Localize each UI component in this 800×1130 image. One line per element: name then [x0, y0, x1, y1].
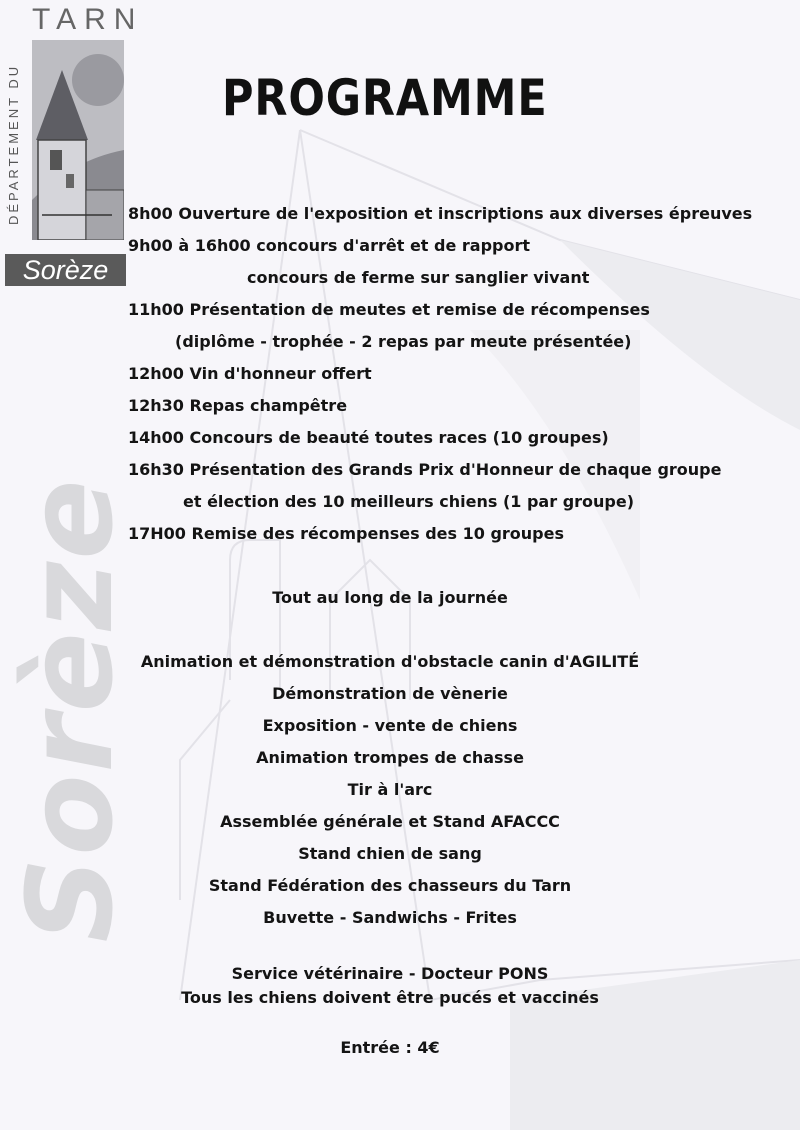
schedule-line: et élection des 10 meilleurs chiens (1 par groupe)	[183, 492, 635, 511]
activity-item: Démonstration de vènerie	[272, 684, 508, 703]
activity-item: Stand chien de sang	[298, 844, 482, 863]
schedule-line: 17H00 Remise des récompenses des 10 groupes	[128, 524, 565, 543]
soreze-watermark: Sorèze	[1, 477, 139, 943]
activity-item: Animation et démonstration d'obstacle canin d'AGILITÉ	[140, 652, 640, 671]
schedule-line: (diplôme - trophée - 2 repas par meute présentée)	[175, 332, 632, 351]
activity-item: Assemblée générale et Stand AFACCC	[220, 812, 560, 831]
page-title: PROGRAMME	[222, 69, 548, 127]
schedule-line: 9h00 à 16h00 concours d'arrêt et de rapport	[128, 236, 531, 255]
vaccination-note: Tous les chiens doivent être pucés et vaccinés	[181, 988, 599, 1007]
vet-service-note: Service vétérinaire - Docteur PONS	[231, 964, 549, 983]
entry-price: Entrée : 4€	[340, 1038, 440, 1057]
soreze-logo-icon	[32, 40, 124, 240]
activity-item: Animation trompes de chasse	[256, 748, 524, 767]
schedule-line: 12h30 Repas champêtre	[128, 396, 348, 415]
activity-item: Tir à l'arc	[347, 780, 433, 799]
logo-tarn-text: TARN	[32, 3, 144, 36]
logo-department-text: DÉPARTEMENT DU	[6, 63, 21, 225]
activity-item: Stand Fédération des chasseurs du Tarn	[208, 876, 572, 895]
schedule-line: 16h30 Présentation des Grands Prix d'Honneur de chaque groupe	[128, 460, 722, 479]
schedule-line: 8h00 Ouverture de l'exposition et inscriptions aux diverses épreuves	[128, 204, 753, 223]
schedule-line: 11h00 Présentation de meutes et remise de récompenses	[128, 300, 650, 319]
logo-soreze-label: Sorèze	[5, 254, 126, 286]
schedule-line: concours de ferme sur sanglier vivant	[247, 268, 590, 287]
schedule-line: 12h00 Vin d'honneur offert	[128, 364, 372, 383]
activity-item: Exposition - vente de chiens	[262, 716, 518, 735]
schedule-line: 14h00 Concours de beauté toutes races (10 groupes)	[128, 428, 609, 447]
all-day-heading: Tout au long de la journée	[272, 588, 508, 607]
activity-item: Buvette - Sandwichs - Frites	[263, 908, 517, 927]
